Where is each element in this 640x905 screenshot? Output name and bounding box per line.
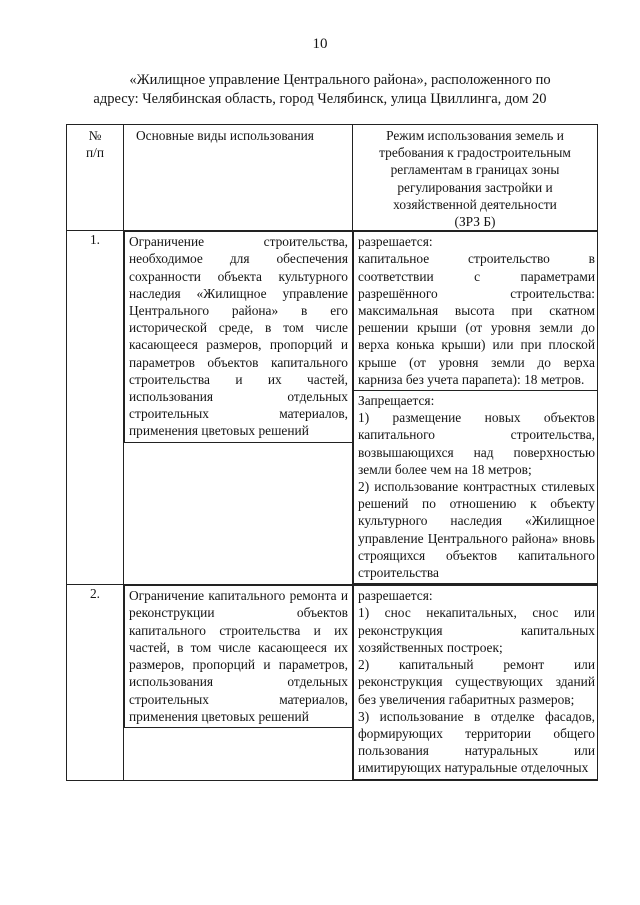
usage-type-text: Ограничение строительства, необходимое для обеспечения сохранности объекта культурного наследия «Жилищное управление Центрального района» в его исторической среде, в том числе касающееся размеров, пропорций и параметров объектов капитального строительства и их частей, использования отдельных строительных материалов, применения цветовых решений xyxy=(124,231,352,442)
regime-cell xyxy=(353,585,598,780)
allowed-text: капитальное строительство в соответствии с параметрами разрешённого строительства: максимальная высота при скатном решении крыши (от уровня земли до верха конька крыши) или при плоской крыше (от уровня земли до верха карниза без учета парапета): 18 метров. xyxy=(358,251,595,387)
heading-line-1: «Жилищное управление Центрального района», расположенного по xyxy=(129,72,551,88)
usage-type-cell xyxy=(124,231,353,585)
usage-type-cell xyxy=(124,585,353,780)
allowed-item: 1) снос некапитальных, снос или реконструкция капитальных хозяйственных построек; xyxy=(358,605,595,655)
table-header-row xyxy=(67,125,598,231)
forbidden-item: 2) использование контрастных стилевых решений по отношению к объекту культурного наследия «Жилищное управление Центрального района» вновь строящихся объектов капитального строительства xyxy=(358,479,595,581)
regime-cell xyxy=(353,231,598,585)
regime-forbidden-block xyxy=(353,391,598,584)
heading-line-2: адресу: Челябинская область, город Челябинск, улица Цвиллинга, дом 20 xyxy=(93,91,547,107)
header-land-use-regime: Режим использования земель и требования к градостроительным регламентам в границах зоны регулирования застройки и хозяйственной деятельности (ЗРЗ Б) xyxy=(353,125,598,231)
row-number: 2. xyxy=(67,585,124,780)
page-number: 10 xyxy=(312,36,328,52)
forbidden-item: 1) размещение новых объектов капитального строительства, возвышающихся над поверхностью земли более чем на 18 метров; xyxy=(358,410,595,477)
header-usage-types: Основные виды использования xyxy=(124,125,353,231)
document-heading xyxy=(70,71,570,109)
regime-allowed-block xyxy=(353,585,598,779)
allowed-item: 2) капитальный ремонт или реконструкция существующих зданий без увеличения габаритных размеров; xyxy=(358,657,595,707)
table-row xyxy=(67,231,598,585)
usage-type-text: Ограничение капитального ремонта и реконструкции объектов капитального строительства и их частей, в том числе касающееся их размеров, пропорций и параметров, использования отдельных строительных материалов, применения цветовых решений xyxy=(124,585,352,728)
row-number: 1. xyxy=(67,231,124,585)
regulations-table xyxy=(66,124,598,781)
regime-allowed-block xyxy=(353,231,598,391)
allowed-item: 3) использование в отделке фасадов, формирующих территории общего пользования натуральных или имитирующих натуральные отделочных xyxy=(358,708,595,776)
table-row xyxy=(67,585,598,780)
allowed-label: разрешается: xyxy=(358,588,433,604)
allowed-label: разрешается: xyxy=(358,234,433,250)
header-number: № п/п xyxy=(67,125,124,231)
forbidden-label: Запрещается: xyxy=(358,393,435,409)
